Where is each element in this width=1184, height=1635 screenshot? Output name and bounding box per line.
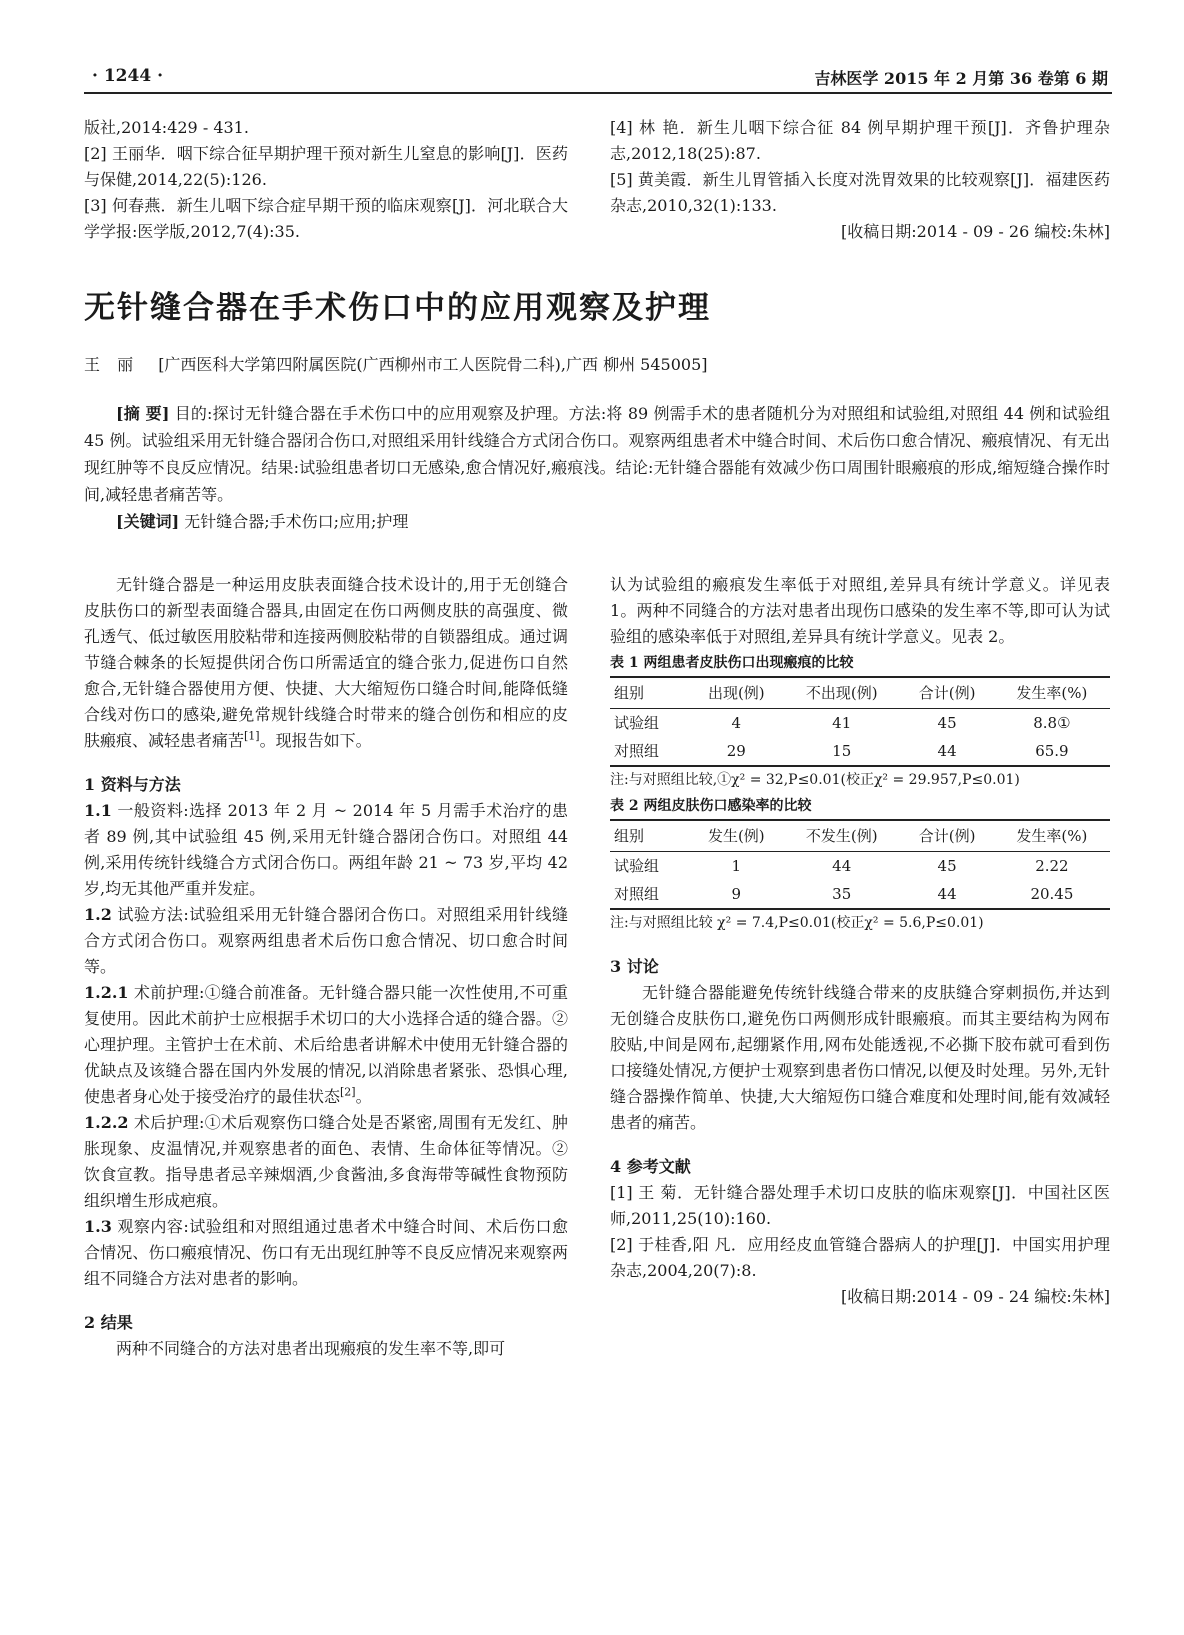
abstract-text: 目的:探讨无针缝合器在手术伤口中的应用观察及护理。方法:将 89 例需手术的患者随机分为对照组和试验组,对照组 44 例和试验组 45 例。试验组采用无针缝合器闭合伤口,对照组采用针线缝合方式闭合伤口。观察两组患者术中缝合时间、术后伤口愈合情况、瘢痕情况、有无出现红肿等不良反应情况。结果:试验组患者切口无感染,愈合情况好,瘢痕浅。结论:无针缝合器能有效减少伤口周围针眼瘢痕的形成,缩短缝合操作时间,减轻患者痛苦等。 (84, 404, 1110, 504)
header-rule (84, 92, 1112, 94)
table-row (610, 737, 1110, 766)
table1-caption: 表 1 两组患者皮肤伤口出现瘢痕的比较 (610, 655, 854, 671)
table-header-cell: 发生率(%) (994, 677, 1110, 709)
keywords-text: 无针缝合器;手术伤口;应用;护理 (184, 512, 409, 531)
previous-article-references-left (84, 115, 568, 245)
section-heading: 1 资料与方法 (84, 775, 181, 794)
table-cell: 41 (832, 714, 852, 732)
table-header-cell: 不发生(例) (783, 820, 900, 852)
table-cell: 29 (690, 737, 783, 766)
table-header-cell: 发生率(%) (994, 820, 1110, 852)
table-cell: 试验组 (614, 714, 660, 732)
table-header-cell: 合计(例) (900, 677, 993, 709)
table-cell: 45 (937, 857, 957, 875)
abstract-label: [摘 要] (116, 404, 170, 423)
paragraph-1-2-2: 1.2.2 术后护理:①术后观察伤口缝合处是否紧密,周围有无发红、肿胀现象、皮温情况,并观察患者的面色、表情、生命体征等情况。②饮食宣教。指导患者忌辛辣烟酒,少食酱油,多食海带等碱性食物预防组织增生形成疤痕。 (84, 1113, 568, 1210)
author-affiliation: [广西医科大学第四附属医院(广西柳州市工人医院骨二科),广西 柳州 545005] (158, 355, 708, 374)
table-cell: 2.22 (1035, 857, 1069, 875)
table-header-cell: 组别 (610, 677, 690, 709)
table-cell: 20.45 (994, 880, 1110, 909)
reference-item: [2] 王丽华．咽下综合征早期护理干预对新生儿窒息的影响[J]．医药与保健,2014,22(5):126. (84, 144, 568, 189)
table-header-cell: 发生(例) (690, 820, 783, 852)
left-column (84, 572, 568, 1362)
section-heading: 3 讨论 (610, 957, 659, 976)
table-cell: 65.9 (994, 737, 1110, 766)
table-cell: 9 (690, 880, 783, 909)
received-date: [收稿日期:2014 - 09 - 24 编校:朱林] (841, 1287, 1110, 1306)
author-name: 王 丽 (84, 355, 140, 374)
author-line (84, 352, 708, 375)
table-cell: 对照组 (610, 737, 690, 766)
table1-note: 注:与对照组比较,①χ² = 32,P≤0.01(校正χ² = 29.957,P≤0.01) (610, 772, 1020, 788)
citation: [2] (340, 1085, 356, 1099)
article-title: 无针缝合器在手术伤口中的应用观察及护理 (84, 290, 711, 326)
previous-article-references-right (610, 115, 1110, 245)
paragraph-1-3: 1.3 观察内容:试验组和对照组通过患者术中缝合时间、术后伤口愈合情况、伤口瘢痕情况、伤口有无出现红肿等不良反应情况来观察两组不同缝合方法对患者的影响。 (84, 1217, 568, 1288)
table-cell: 8.8① (1033, 714, 1071, 732)
paragraph-1-2-1: 1.2.1 术前护理:①缝合前准备。无针缝合器只能一次性使用,不可重复使用。因此术前护士应根据手术切口的大小选择合适的缝合器。②心理护理。主管护士在术前、术后给患者讲解术中使用无针缝合器的优缺点及该缝合器在国内外发展的情况,以消除患者紧张、恐惧心理,使患者身心处于接受治疗的最佳状态[2]。 (84, 983, 568, 1106)
table1 (610, 676, 1110, 767)
table-cell: 44 (900, 880, 993, 909)
table-cell: 4 (731, 714, 742, 732)
table-row (610, 852, 1110, 881)
results-continued: 认为试验组的瘢痕发生率低于对照组,差异具有统计学意义。详见表 1。两种不同缝合的方法对患者出现伤口感染的发生率不等,即可认为试验组的感染率低于对照组,差异具有统计学意义。见表 2。 (610, 575, 1110, 646)
table-header-cell: 不出现(例) (783, 677, 900, 709)
intro-paragraph: 无针缝合器是一种运用皮肤表面缝合技术设计的,用于无创缝合皮肤伤口的新型表面缝合器具,由固定在伤口两侧皮肤的高强度、微孔透气、低过敏医用胶粘带和连接两侧胶粘带的自锁器组成。通过调节缝合棘条的长短提供闭合伤口所需适宜的缝合张力,促进伤口自然愈合,无针缝合器使用方便、快捷、大大缩短伤口缝合时间,能降低缝合线对伤口的感染,避免常规针线缝合时带来的缝合创伤和相应的皮肤瘢痕、减轻患者痛苦[1]。现报告如下。 (84, 575, 568, 750)
table-cell: 45 (937, 714, 957, 732)
table-cell: 15 (783, 737, 900, 766)
paragraph-1-1: 1.1 一般资料:选择 2013 年 2 月 ~ 2014 年 5 月需手术治疗的患者 89 例,其中试验组 45 例,采用无针缝合器闭合伤口。对照组 44 例,采用传统针线缝合方式闭合伤口。两组年龄 21 ~ 73 岁,平均 42 岁,均无其他严重并发症。 (84, 801, 568, 898)
table-header-row (610, 677, 1110, 709)
table2-note: 注:与对照组比较 χ² = 7.4,P≤0.01(校正χ² = 5.6,P≤0.01) (610, 915, 984, 931)
abstract (84, 400, 1110, 508)
keywords (84, 508, 1110, 535)
reference-item: [4] 林 艳．新生儿咽下综合征 84 例早期护理干预[J]．齐鲁护理杂志,2012,18(25):87. (610, 118, 1110, 163)
page-number: · 1244 · (92, 66, 163, 86)
table2-caption: 表 2 两组皮肤伤口感染率的比较 (610, 798, 812, 814)
reference-item: 版社,2014:429 - 431. (84, 118, 249, 137)
received-date: [收稿日期:2014 - 09 - 26 编校:朱林] (841, 222, 1110, 241)
journal-issue: 吉林医学 2015 年 2 月第 36 卷第 6 期 (814, 69, 1108, 88)
section-heading: 2 结果 (84, 1313, 133, 1332)
paragraph-1-2: 1.2 试验方法:试验组采用无针缝合器闭合伤口。对照组采用针线缝合方式闭合伤口。观察两组患者术后伤口愈合情况、切口愈合时间等。 (84, 905, 568, 976)
reference-item: [3] 何春燕．新生儿咽下综合症早期干预的临床观察[J]．河北联合大学学报:医学版,2012,7(4):35. (84, 196, 568, 241)
table2 (610, 819, 1110, 910)
table-cell: 44 (900, 737, 993, 766)
table-cell: 35 (783, 880, 900, 909)
table-row (610, 880, 1110, 909)
abstract-block (84, 400, 1110, 535)
table-header-cell: 组别 (610, 820, 690, 852)
table-header-cell: 出现(例) (690, 677, 783, 709)
reference-item: [2] 于桂香,阳 凡．应用经皮血管缝合器病人的护理[J]．中国实用护理杂志,2004,20(7):8. (610, 1235, 1110, 1280)
table-cell: 对照组 (610, 880, 690, 909)
table-cell: 44 (832, 857, 852, 875)
right-column (610, 572, 1110, 1310)
table-header-cell: 合计(例) (900, 820, 993, 852)
table-row (610, 709, 1110, 738)
results-paragraph: 两种不同缝合的方法对患者出现瘢痕的发生率不等,即可 (116, 1339, 506, 1358)
reference-item: [1] 王 菊．无针缝合器处理手术切口皮肤的临床观察[J]．中国社区医师,2011,25(10):160. (610, 1183, 1110, 1228)
table-cell: 试验组 (614, 857, 660, 875)
keywords-label: [关键词] (116, 512, 180, 531)
table-header-row (610, 820, 1110, 852)
discussion-paragraph: 无针缝合器能避免传统针线缝合带来的皮肤缝合穿刺损伤,并达到无创缝合皮肤伤口,避免伤口两侧形成针眼瘢痕。而其主要结构为网布胶贴,中间是网布,起绷紧作用,网布处能透视,不必撕下胶布就可看到伤口接缝处情况,方便护士观察到患者伤口情况,以便及时处理。另外,无针缝合器操作简单、快捷,大大缩短伤口缝合难度和处理时间,能有效减轻患者的痛苦。 (610, 983, 1110, 1132)
citation: [1] (244, 729, 260, 743)
reference-item: [5] 黄美霞．新生儿胃管插入长度对洗胃效果的比较观察[J]．福建医药杂志,2010,32(1):133. (610, 170, 1110, 215)
table-cell: 1 (731, 857, 742, 875)
section-heading: 4 参考文献 (610, 1157, 691, 1176)
